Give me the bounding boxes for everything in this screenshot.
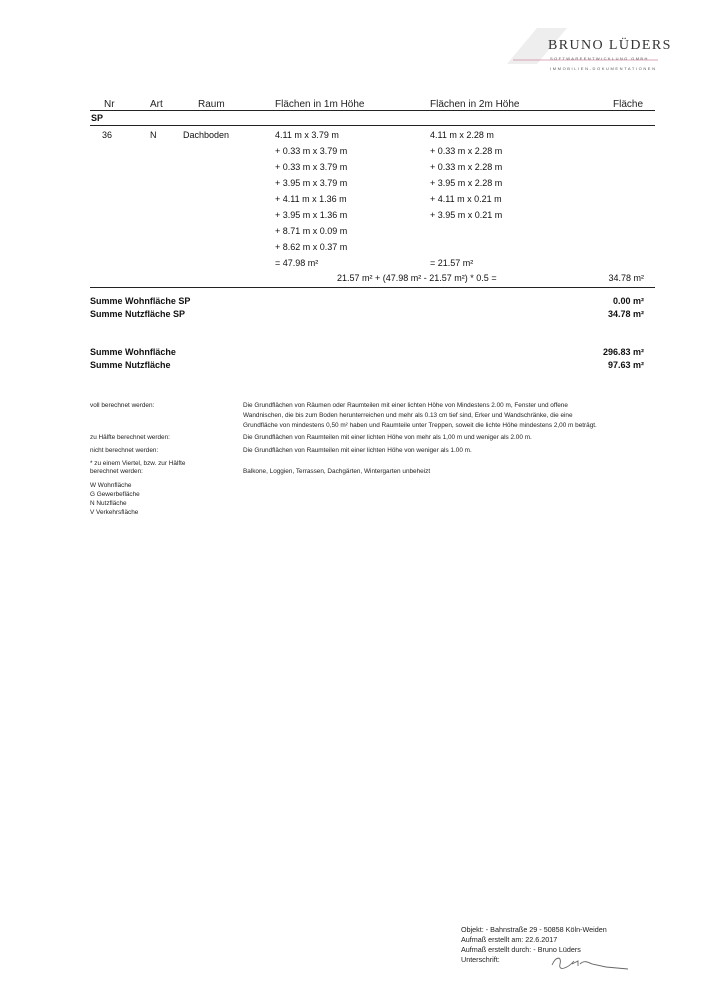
legend-item: V Verkehrsfläche xyxy=(90,509,139,516)
sum-nutzflaeche-label: Summe Nutzfläche xyxy=(90,360,171,370)
col-header-flaechen-1m: Flächen in 1m Höhe xyxy=(275,99,365,110)
col-header-flaechen-2m: Flächen in 2m Höhe xyxy=(430,99,520,110)
header-rule xyxy=(90,110,655,111)
dim-2m: + 0.33 m x 2.28 m xyxy=(430,162,503,172)
dim-1m: + 8.62 m x 0.37 m xyxy=(275,242,348,252)
dim-2m: 4.11 m x 2.28 m xyxy=(430,130,494,140)
footer-signature-label: Unterschrift: xyxy=(461,955,500,964)
signature-image xyxy=(548,952,632,974)
sum-wohnflaeche-sp-value: 0.00 m² xyxy=(612,296,644,306)
area-result: 34.78 m² xyxy=(608,273,644,283)
dim-1m: + 3.95 m x 1.36 m xyxy=(275,210,348,220)
sum-wohnflaeche-sp-label: Summe Wohnfläche SP xyxy=(90,296,191,306)
note-voll-text: Grundfläche von mindestens 0,50 m² haben und Raumteile unter Treppen, soweit die lichte Höhe mindestens 2,00 m beträgt. xyxy=(243,422,597,429)
footer-aufmass-author: Aufmaß erstellt durch: - Bruno Lüders xyxy=(461,945,581,954)
dim-2m: + 4.11 m x 0.21 m xyxy=(430,194,502,204)
dim-1m: + 3.95 m x 3.79 m xyxy=(275,178,348,188)
section-label: SP xyxy=(91,113,104,123)
note-haelfte-label: zu Hälfte berechnet werden: xyxy=(90,434,170,441)
col-header-art: Art xyxy=(150,99,163,110)
logo-tagline: IMMOBILIEN-DOKUMENTATIONEN xyxy=(550,66,657,71)
col-header-raum: Raum xyxy=(198,99,225,110)
footer-objekt: Objekt: - Bahnstraße 29 - 50858 Köln-Weiden xyxy=(461,925,607,934)
col-header-flaeche: Fläche xyxy=(612,99,643,110)
note-viertel-label: * zu einem Viertel, bzw. zur Hälfte xyxy=(90,460,186,467)
legend-item: G Gewerbefläche xyxy=(90,491,140,498)
row-raum: Dachboden xyxy=(183,130,230,140)
dim-1m: 4.11 m x 3.79 m xyxy=(275,130,339,140)
sum-wohnflaeche-value: 296.83 m² xyxy=(602,347,644,357)
dim-2m: + 3.95 m x 2.28 m xyxy=(430,178,503,188)
dim-2m: + 0.33 m x 2.28 m xyxy=(430,146,503,156)
col-header-nr: Nr xyxy=(104,99,115,110)
sum-2m: = 21.57 m² xyxy=(430,258,474,268)
sum-nutzflaeche-sp-label: Summe Nutzfläche SP xyxy=(90,309,186,319)
note-voll-label: voll berechnet werden: xyxy=(90,402,155,409)
logo-name: BRUNO LÜDERS xyxy=(548,38,672,53)
row-art: N xyxy=(150,130,157,140)
dim-2m: + 3.95 m x 0.21 m xyxy=(430,210,503,220)
section-rule xyxy=(90,125,655,126)
note-voll-text: Die Grundflächen von Räumen oder Raumteilen mit einer lichten Höhe von Mindestens 2.00 m, Fenster und offene xyxy=(243,402,568,409)
dim-1m: + 0.33 m x 3.79 m xyxy=(275,146,348,156)
row-rule xyxy=(90,287,655,288)
dim-1m: + 4.11 m x 1.36 m xyxy=(275,194,347,204)
logo-subtitle: SOFTWAREENTWICKLUNG GMBH xyxy=(550,56,649,61)
dim-1m: + 0.33 m x 3.79 m xyxy=(275,162,348,172)
sum-wohnflaeche-label: Summe Wohnfläche xyxy=(90,347,176,357)
note-nicht-text: Die Grundflächen von Raumteilen mit einer lichten Höhe von weniger als 1.00 m. xyxy=(243,447,472,454)
sum-nutzflaeche-sp-value: 34.78 m² xyxy=(607,309,644,319)
note-nicht-label: nicht berechnet werden: xyxy=(90,447,159,454)
area-formula: 21.57 m² + (47.98 m² - 21.57 m²) * 0.5 = xyxy=(337,273,497,283)
row-nr: 36 xyxy=(102,130,113,140)
legend-item: W Wohnfläche xyxy=(90,482,132,489)
dim-1m: + 8.71 m x 0.09 m xyxy=(275,226,348,236)
sum-nutzflaeche-value: 97.63 m² xyxy=(607,360,644,370)
note-haelfte-text: Die Grundflächen von Raumteilen mit einer lichten Höhe von mehr als 1,00 m und weniger als 2.00 m. xyxy=(243,434,532,441)
note-viertel-text: Balkone, Loggien, Terrassen, Dachgärten, Wintergarten unbeheizt xyxy=(243,468,431,475)
footer-aufmass-date: Aufmaß erstellt am: 22.6.2017 xyxy=(461,935,558,944)
note-voll-text: Wandnischen, die bis zum Boden herunterreichen und mehr als 0.13 cm tief sind, Erker und Wandschränke, die eine xyxy=(243,412,573,419)
legend-item: N Nutzfläche xyxy=(90,500,127,507)
sum-1m: = 47.98 m² xyxy=(275,258,319,268)
note-viertel-label: berechnet werden: xyxy=(90,468,143,475)
